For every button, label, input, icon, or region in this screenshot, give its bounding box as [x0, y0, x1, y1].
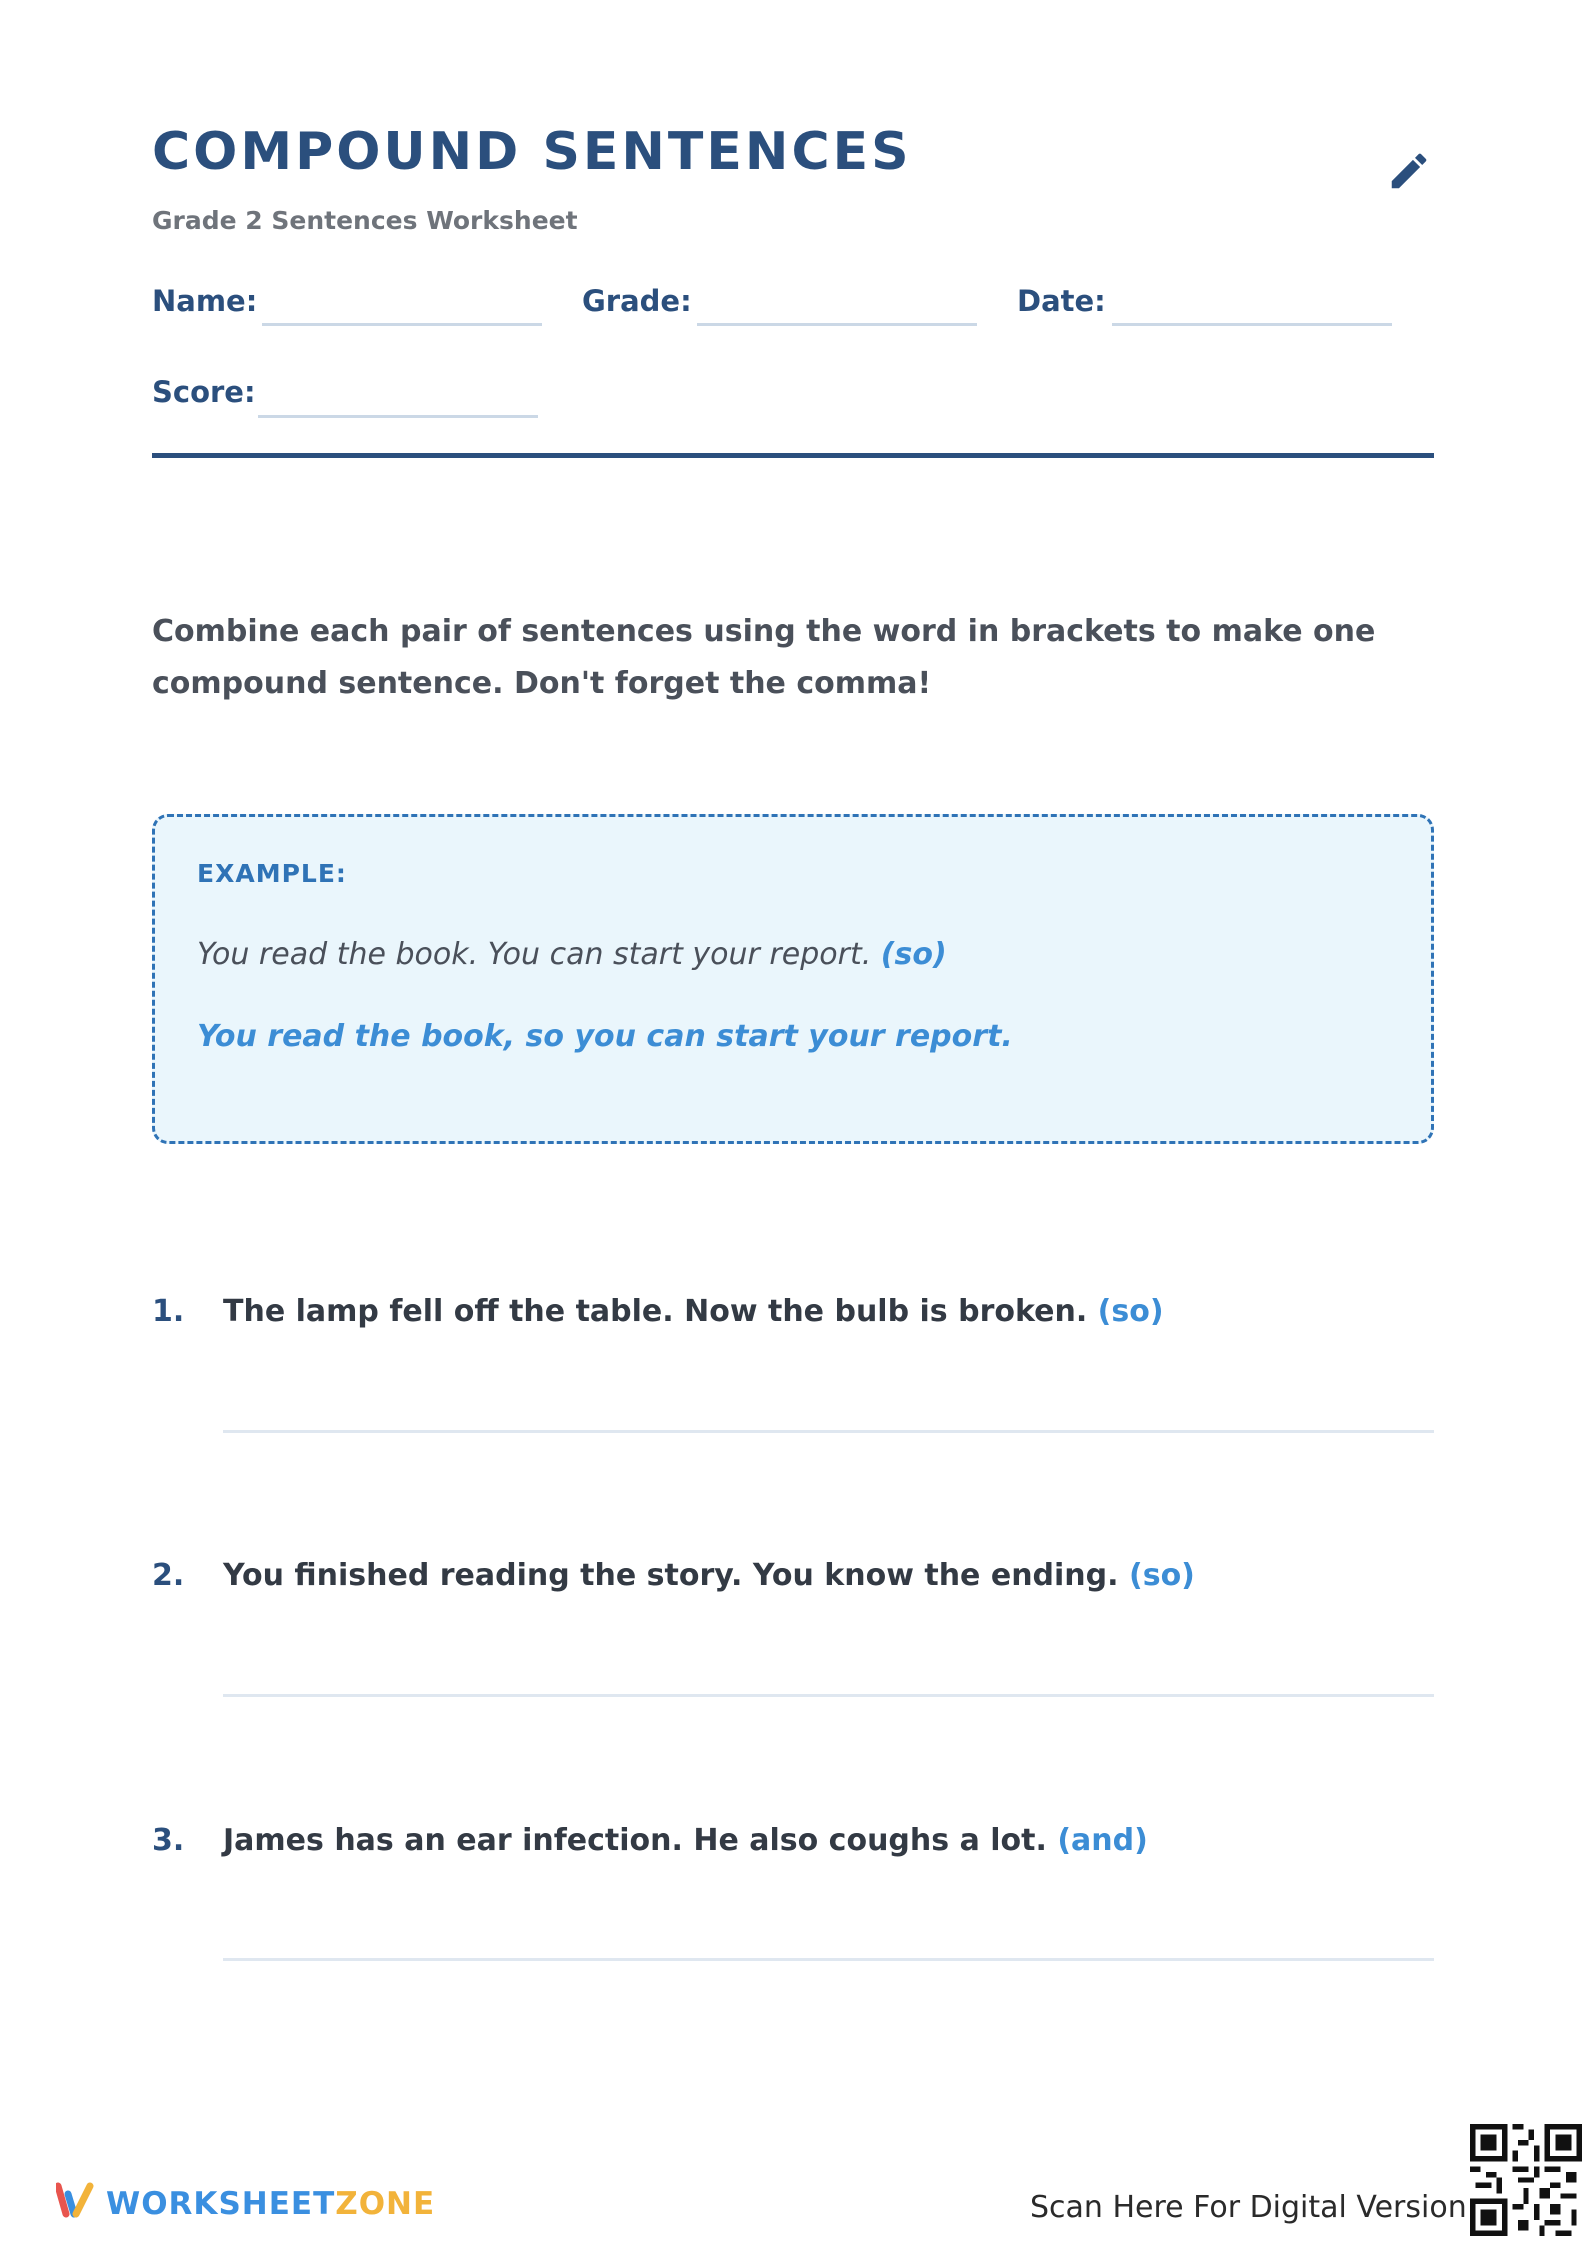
- example-box: [152, 814, 1434, 1144]
- brand-name-part1: WORKSHEET: [106, 2186, 336, 2222]
- question-sentences: You finished reading the story. You know the ending.: [223, 1558, 1119, 1593]
- example-prompt-text: You read the book. You can start your report.: [197, 937, 872, 972]
- question-sentences: James has an ear infection. He also coughs a lot.: [223, 1823, 1047, 1858]
- question-conjunction: (so): [1097, 1294, 1164, 1329]
- example-heading: EXAMPLE:: [197, 859, 347, 888]
- example-prompt: [197, 937, 947, 972]
- scan-text: Scan Here For Digital Version: [1030, 2190, 1467, 2225]
- grade-label: Grade:: [582, 284, 692, 318]
- header-divider: [152, 453, 1434, 458]
- question-sentences: The lamp fell off the table. Now the bulb is broken.: [223, 1294, 1088, 1329]
- date-field[interactable]: [1112, 323, 1392, 326]
- question-text: [223, 1558, 1195, 1593]
- question-text: [223, 1294, 1164, 1329]
- answer-line[interactable]: [223, 1430, 1434, 1433]
- question-conjunction: (and): [1057, 1823, 1148, 1858]
- pencil-icon: [1386, 148, 1432, 194]
- brand-name-part2: ZONE: [335, 2186, 436, 2222]
- example-conjunction: (so): [880, 937, 947, 972]
- score-field[interactable]: [258, 415, 538, 418]
- question-text: [223, 1823, 1148, 1858]
- worksheet-title: COMPOUND SENTENCES: [152, 122, 912, 182]
- question-number: 2.: [152, 1558, 185, 1593]
- worksheetzone-logo-icon: [56, 2180, 94, 2220]
- question-conjunction: (so): [1129, 1558, 1195, 1593]
- question-number: 1.: [152, 1294, 185, 1329]
- question-number: 3.: [152, 1823, 185, 1858]
- answer-line[interactable]: [223, 1694, 1434, 1697]
- example-answer: You read the book, so you can start your report.: [197, 1019, 1013, 1054]
- instructions: Combine each pair of sentences using the word in brackets to make one compound sentence. Don't forget the comma!: [152, 614, 1376, 701]
- answer-line[interactable]: [223, 1958, 1434, 1961]
- qr-code-icon[interactable]: [1470, 2124, 1582, 2236]
- name-label: Name:: [152, 284, 258, 318]
- date-label: Date:: [1017, 284, 1106, 318]
- score-label: Score:: [152, 375, 256, 409]
- name-field[interactable]: [262, 323, 542, 326]
- brand-name: [106, 2186, 435, 2222]
- worksheet-subtitle: Grade 2 Sentences Worksheet: [152, 206, 578, 235]
- grade-field[interactable]: [697, 323, 977, 326]
